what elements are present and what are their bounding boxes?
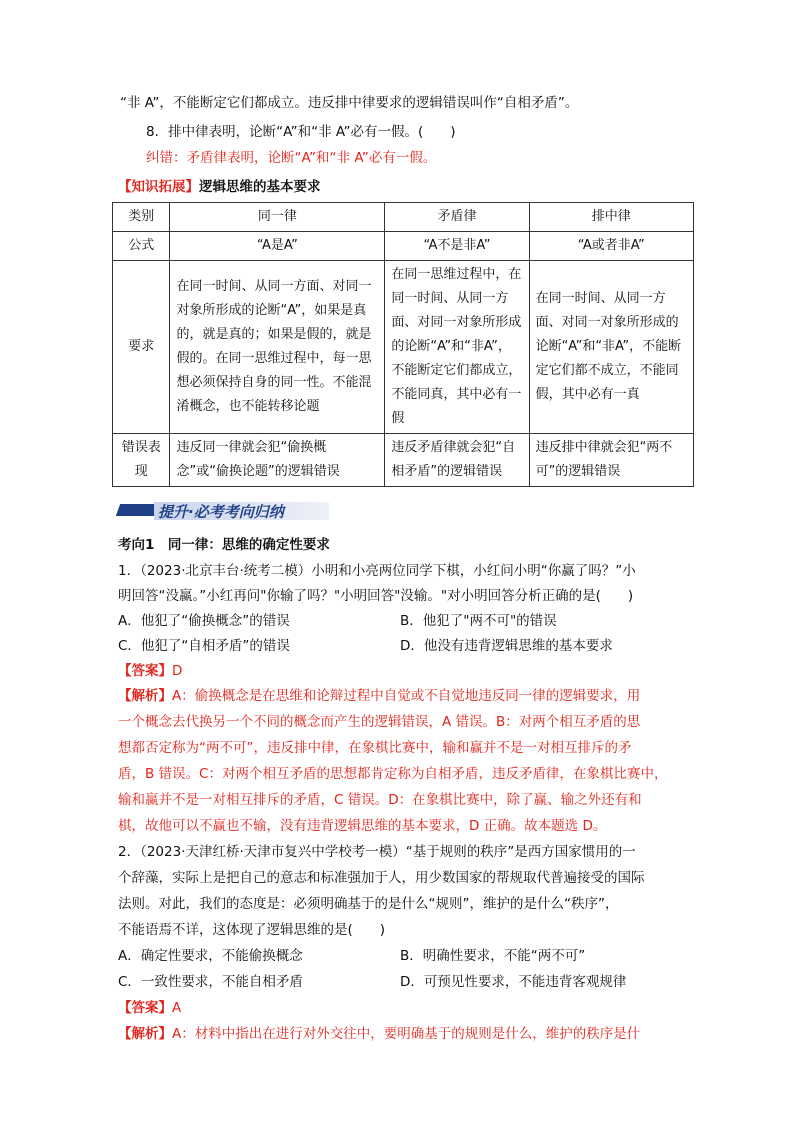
question-8: 8．排中律表明，论断“A”和“非 A”必有一假。( )	[146, 124, 456, 140]
header-cell: 同一律	[170, 203, 385, 232]
analysis-text: A：材料中指出在进行对外交往中，要明确基于的规则是什么，维护的秩序是什	[172, 1026, 641, 1042]
q1-option-c: C．他犯了“自相矛盾”的错误	[118, 638, 290, 654]
q2-stem-line: 个辞藻，实际上是把自己的意志和标准强加于人，用少数国家的帮规取代普遍接受的国际	[118, 870, 645, 886]
row-label: 公式	[113, 232, 170, 261]
requirement-cell: 在同一时间、从同一方面、对同一对象所形成的论断“A”和“非A”，不能断定它们都不成立，不能同假，其中必有一真	[529, 261, 693, 434]
q2-option-d: D．可预见性要求，不能违背客观规律	[400, 974, 627, 990]
q2-option-b: B．明确性要求，不能“两不可”	[400, 948, 586, 964]
knowledge-heading	[118, 177, 321, 197]
answer-tag: 【答案】	[118, 1000, 172, 1016]
error-cell: 违反同一律就会犯“偷换概念”或“偷换论题”的逻辑错误	[170, 434, 385, 487]
intro-line: “非 A”，不能断定它们都成立。违反排中律要求的逻辑错误叫作“自相矛盾”。	[120, 95, 579, 111]
analysis-tag: 【解析】	[118, 688, 172, 704]
q1-option-a: A．他犯了“偷换概念”的错误	[118, 613, 290, 629]
q1-stem-line: 明回答“没赢。”小红再问"你输了吗？"小明回答"没输。"对小明回答分析正确的是( )	[118, 588, 634, 604]
header-cell: 类别	[113, 203, 170, 232]
q2-analysis-line	[118, 1024, 640, 1044]
answer-value: D	[172, 663, 183, 679]
formula-cell: “A是A”	[170, 232, 385, 261]
q1-analysis-line: 棋，故他可以不赢也不输，没有违背逻辑思维的基本要求，D 正确。故本题选 D。	[118, 818, 607, 834]
q1-option-b: B．他犯了"两不可"的错误	[400, 613, 557, 629]
q2-stem-line: 不能语焉不详，这体现了逻辑思维的是( )	[118, 922, 386, 938]
row-label: 错误表现	[113, 434, 170, 487]
q1-analysis-line	[118, 686, 640, 706]
q2-option-a: A．确定性要求，不能偷换概念	[118, 948, 303, 964]
correction-text: 矛盾律表明，论断“A”和“非 A”必有一假。	[186, 150, 437, 166]
requirement-cell: 在同一时间、从同一方面、对同一对象所形成的论断“A”，如果是真的，就是真的；如果是假的，就是假的。在同一思维过程中，每一思想必须保持自身的同一性。不能混淆概念，也不能转移论题	[170, 261, 385, 434]
q1-analysis-line: 想都否定称为“两不可”，违反排中律，在象棋比赛中，输和赢并不是一对相互排斥的矛	[118, 740, 632, 756]
table-row	[113, 261, 694, 434]
q2-stem-line: 法则。对此，我们的态度是：必须明确基于的是什么“规则”，维护的是什么“秩序”，	[118, 896, 619, 912]
knowledge-tag: 【知识拓展】	[118, 179, 199, 195]
row-label: 要求	[113, 261, 170, 434]
q1-analysis-line: 一个概念去代换另一个不同的概念而产生的逻辑错误，A 错误。B：对两个相互矛盾的思	[118, 714, 641, 730]
q1-analysis-line: 盾，B 错误。C：对两个相互矛盾的思想都肯定称为自相矛盾，违反矛盾律，在象棋比赛中，	[118, 766, 668, 782]
formula-cell: “A或者非A”	[529, 232, 693, 261]
q2-stem-line: 2．（2023·天津红桥·天津市复兴中学校考一模）“基于规则的秩序”是西方国家惯用的一	[118, 844, 636, 860]
header-cell: 矛盾律	[385, 203, 529, 232]
q2-answer	[118, 998, 181, 1018]
section-title: 考向1 同一律：思维的确定性要求	[118, 537, 330, 553]
banner-title: 提升·必考考向归纳	[158, 503, 284, 521]
knowledge-title: 逻辑思维的基本要求	[199, 179, 321, 195]
error-cell: 违反排中律就会犯“两不可”的逻辑错误	[529, 434, 693, 487]
section-banner	[118, 500, 328, 524]
table-row	[113, 434, 694, 487]
correction-label: 纠错：	[146, 150, 187, 166]
answer-tag: 【答案】	[118, 663, 172, 679]
q1-stem-line: 1．（2023·北京丰台·统考二模）小明和小亮两位同学下棋，小红问小明“你赢了吗？”小	[118, 563, 636, 579]
answer-value: A	[172, 1000, 182, 1016]
q1-analysis-line: 输和赢并不是一对相互排斥的矛盾，C 错误。D：在象棋比赛中，除了赢、输之外还有和	[118, 792, 642, 808]
analysis-tag: 【解析】	[118, 1026, 172, 1042]
analysis-text: A：偷换概念是在思维和论辩过程中自觉或不自觉地违反同一律的逻辑要求，用	[172, 688, 641, 704]
q2-option-c: C．一致性要求，不能自相矛盾	[118, 974, 303, 990]
logic-rules-table	[112, 202, 694, 487]
requirement-cell: 在同一思维过程中，在同一时间、从同一方面、对同一对象所形成的论断“A”和“非A”，不能断定它们都成立，不能同真，其中必有一假	[385, 261, 529, 434]
q1-option-d: D．他没有违背逻辑思维的基本要求	[400, 638, 613, 654]
header-cell: 排中律	[529, 203, 693, 232]
error-cell: 违反矛盾律就会犯“自相矛盾”的逻辑错误	[385, 434, 529, 487]
table-row	[113, 232, 694, 261]
correction	[146, 148, 436, 168]
formula-cell: “A不是非A”	[385, 232, 529, 261]
table-header-row	[113, 203, 694, 232]
q1-answer	[118, 661, 182, 681]
